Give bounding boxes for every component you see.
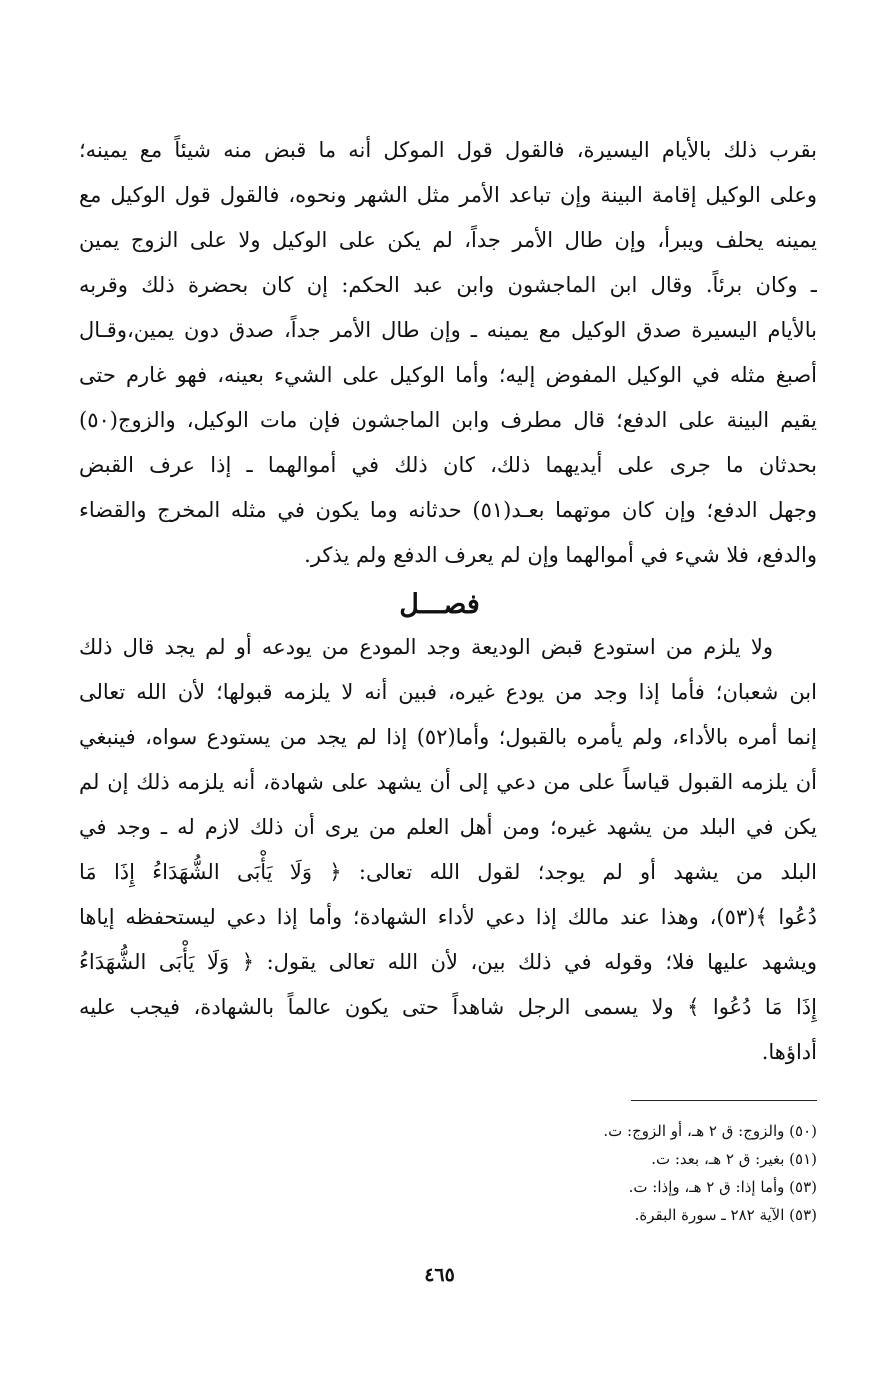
text-line: وجهل الدفع؛ وإن كان موتهما بعـد(٥١) حدثانه وما يكون في مثله المخرج والقضاء bbox=[79, 498, 817, 522]
paragraph-2 bbox=[79, 625, 817, 1075]
text-line: ويشهد عليها فلا؛ وقوله في ذلك بين، لأن الله تعالى يقول: ﴿ وَلَا يَأْبَى الشُّهَدَاءُ bbox=[79, 950, 817, 974]
footnotes bbox=[317, 1117, 817, 1229]
text-line: دُعُوا ﴾(٥٣)، وهذا عند مالك إذا دعي لأداء الشهادة؛ وأما إذا دعي ليستحفظه إياها bbox=[79, 905, 817, 929]
text-line: أن يلزمه القبول قياساً على من دعي إلى أن يشهد على شهادة، أنه يلزمه ذلك إن لم bbox=[79, 770, 817, 794]
paragraph-1 bbox=[79, 128, 817, 578]
text-line: يكن في البلد من يشهد غيره؛ ومن أهل العلم من يرى أن ذلك لازم له ـ وجد في bbox=[79, 815, 817, 839]
footnote-divider bbox=[631, 1100, 817, 1101]
footnote: (٥٣) الآية ٢٨٢ ـ سورة البقرة. bbox=[634, 1206, 817, 1224]
text-line: ابن شعبان؛ فأما إذا وجد من يودع غيره، فبين أنه لا يلزمه قبولها؛ لأن الله تعالى bbox=[79, 680, 817, 704]
footnote: (٥٣) وأما إذا: ق ٢ هـ، وإذا: ت. bbox=[628, 1178, 817, 1196]
text-line: بالأيام اليسيرة صدق الوكيل مع يمينه ـ وإن طال الأمر جداً، صدق دون يمين،وقـال bbox=[79, 318, 817, 342]
section-heading: فصـــل bbox=[399, 589, 480, 620]
footnote: (٥١) بغير: ق ٢ هـ، بعد: ت. bbox=[651, 1150, 817, 1168]
page-number: ٤٦٥ bbox=[424, 1264, 455, 1286]
text-line: وعلى الوكيل إقامة البينة وإن تباعد الأمر مثل الشهر ونحوه، فالقول قول الوكيل مع bbox=[79, 183, 817, 207]
text-line: ـ وكان برئاً. وقال ابن الماجشون وابن عبد الحكم: إن كان بحضرة ذلك وقربه bbox=[79, 273, 817, 297]
text-line: إِذَا مَا دُعُوا ﴾ ولا يسمى الرجل شاهداً حتى يكون عالماً بالشهادة، فيجب عليه bbox=[79, 995, 817, 1019]
footnote: (٥٠) والزوج: ق ٢ هـ، أو الزوج: ت. bbox=[603, 1122, 817, 1140]
text-line: ولا يلزم من استودع قبض الوديعة وجد المودع من يودعه أو لم يجد قال ذلك bbox=[79, 635, 773, 659]
text-line: أداؤها. bbox=[761, 1040, 817, 1064]
text-line: يمينه يحلف ويبرأ، وإن طال الأمر جداً، لم يكن على الوكيل ولا على الزوج يمين bbox=[79, 228, 817, 252]
text-line: البلد من يشهد أو لم يوجد؛ لقول الله تعالى: ﴿ وَلَا يَأْبَى الشُّهَدَاءُ إِذَا مَا bbox=[79, 860, 817, 884]
text-line: والدفع، فلا شيء في أموالهما وإن لم يعرف الدفع ولم يذكر. bbox=[304, 543, 817, 567]
text-line: بقرب ذلك بالأيام اليسيرة، فالقول قول الموكل أنه ما قبض منه شيئاً مع يمينه؛ bbox=[79, 138, 817, 162]
text-line: بحدثان ما جرى على أيديهما ذلك، كان ذلك في أموالهما ـ إذا عرف القبض bbox=[79, 453, 817, 477]
text-line: أصبغ مثله في الوكيل المفوض إليه؛ وأما الوكيل على الشيء بعينه، فهو غارم حتى bbox=[79, 363, 817, 387]
text-line: يقيم البينة على الدفع؛ قال مطرف وابن الماجشون فإن مات الوكيل، والزوج(٥٠) bbox=[79, 408, 817, 432]
text-line: إنما أمره بالأداء، ولم يأمره بالقبول؛ وأما(٥٢) إذا لم يجد من يستودع سواه، فينبغي bbox=[79, 725, 817, 749]
